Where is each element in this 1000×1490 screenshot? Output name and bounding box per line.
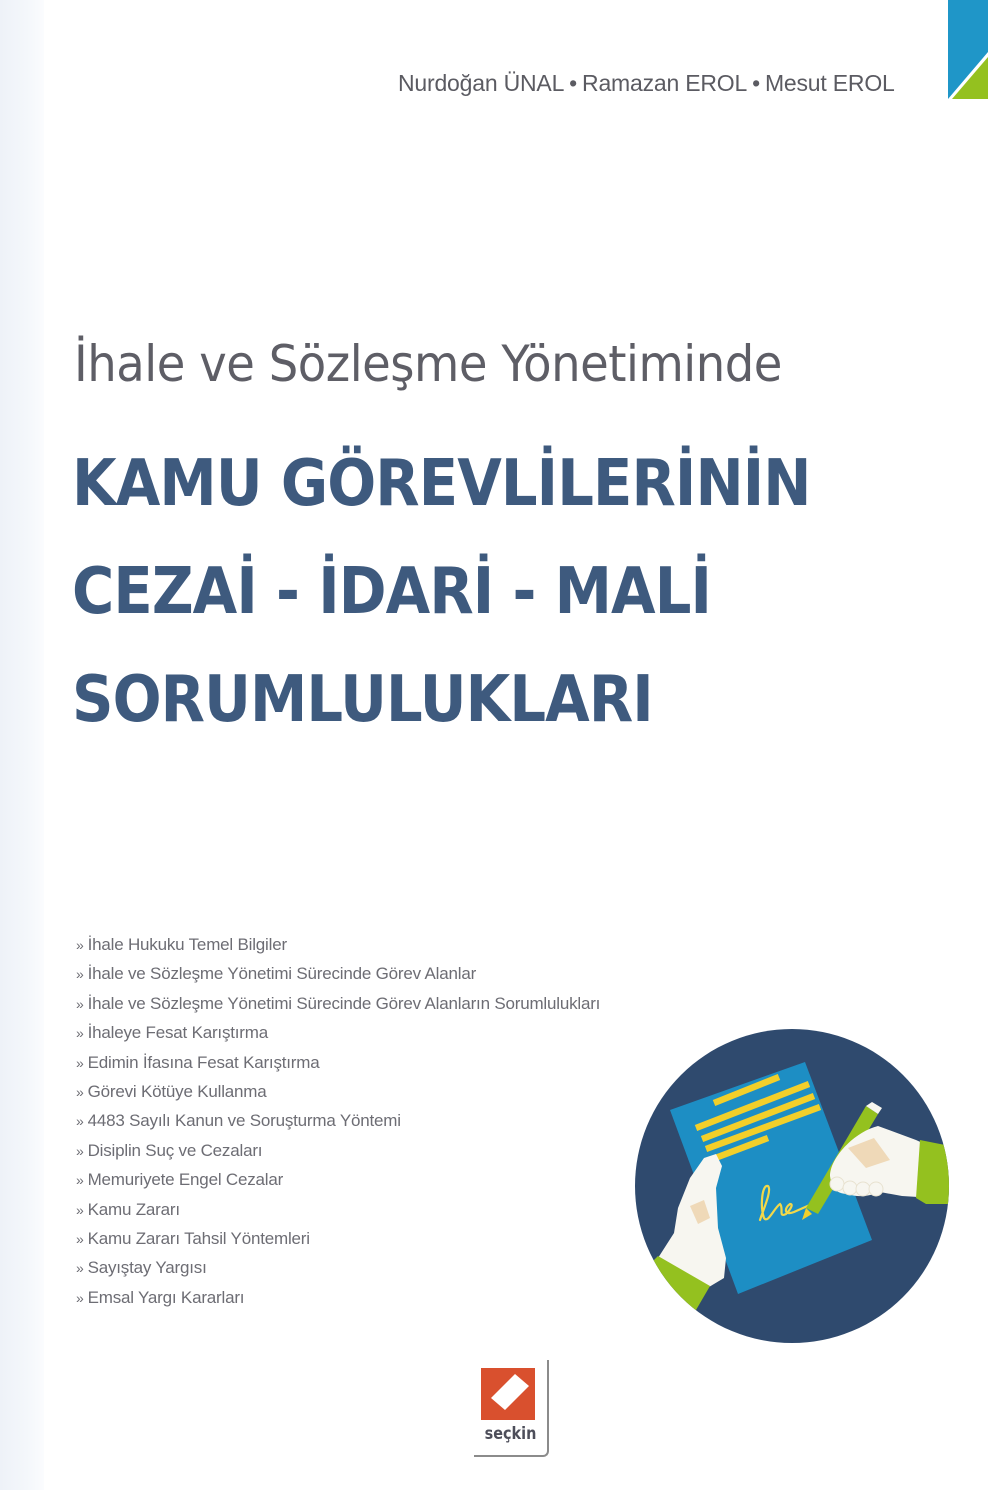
bullet-chevron-icon: » [76,1289,84,1306]
topics-list [76,930,600,1312]
authors-line [398,70,928,97]
bullet-chevron-icon: » [76,937,84,953]
topic-item [76,1018,600,1047]
topic-label: Disiplin Suç ve Cezaları [87,1140,263,1160]
author-1: Nurdoğan ÜNAL [398,70,565,96]
topic-label: 4483 Sayılı Kanun ve Soruşturma Yöntemi [87,1111,401,1131]
topic-item [76,1048,600,1077]
bullet-chevron-icon: » [76,1172,84,1189]
title-line-3: SORUMLULUKLARI [72,663,653,737]
topic-label: Memuriyete Engel Cezalar [87,1170,284,1190]
topic-item [76,1283,600,1312]
bullet-chevron-icon: » [76,1201,84,1218]
topic-item [76,989,600,1018]
topic-label: Emsal Yargı Kararları [87,1287,245,1307]
bullet-chevron-icon: » [76,1230,84,1247]
topic-item [76,1077,600,1106]
topic-label: İhale ve Sözleşme Yönetimi Sürecinde Görev Alanlar [87,964,477,984]
corner-accent-bar [948,0,988,99]
topic-label: Kamu Zararı [87,1199,180,1219]
topic-label: Görevi Kötüye Kullanma [87,1081,267,1101]
bullet-chevron-icon: » [76,995,84,1012]
author-separator: • [569,70,578,96]
seckin-logo-icon [481,1368,535,1420]
author-3: Mesut EROL [764,70,895,96]
publisher-logo [474,1360,549,1457]
topic-label: İhale ve Sözleşme Yönetimi Sürecinde Görev Alanların Sorumlulukları [87,993,601,1013]
author-2: Ramazan EROL [582,70,748,96]
topic-label: Edimin İfasına Fesat Karıştırma [87,1052,320,1072]
topic-item [76,1136,600,1165]
topic-label: Kamu Zararı Tahsil Yöntemleri [87,1228,310,1248]
bullet-chevron-icon: » [76,1054,84,1071]
topic-item [76,930,600,959]
book-title [72,430,811,754]
topic-item [76,1253,600,1282]
topic-label: Sayıştay Yargısı [87,1258,207,1278]
bullet-chevron-icon: » [76,1083,84,1100]
topic-item [76,959,600,988]
book-spine-shadow [0,0,44,1490]
topic-item [76,1195,600,1224]
topic-item [76,1106,600,1135]
topic-item [76,1165,600,1194]
bullet-chevron-icon: » [76,1025,84,1042]
topic-item [76,1224,600,1253]
title-line-1: KAMU GÖREVLİLERİNİN [72,447,811,521]
contract-signing-icon [634,1028,950,1344]
book-subtitle: İhale ve Sözleşme Yönetiminde [74,335,782,393]
bullet-chevron-icon: » [76,966,84,983]
topic-label: İhale Hukuku Temel Bilgiler [87,935,287,954]
bullet-chevron-icon: » [76,1142,84,1159]
title-line-2: CEZAİ - İDARİ - MALİ [72,555,712,629]
author-separator: • [752,70,760,96]
bullet-chevron-icon: » [76,1260,84,1277]
bullet-chevron-icon: » [76,1113,84,1130]
publisher-name: seçkin [484,1424,537,1444]
topic-label: İhaleye Fesat Karıştırma [87,1023,268,1043]
